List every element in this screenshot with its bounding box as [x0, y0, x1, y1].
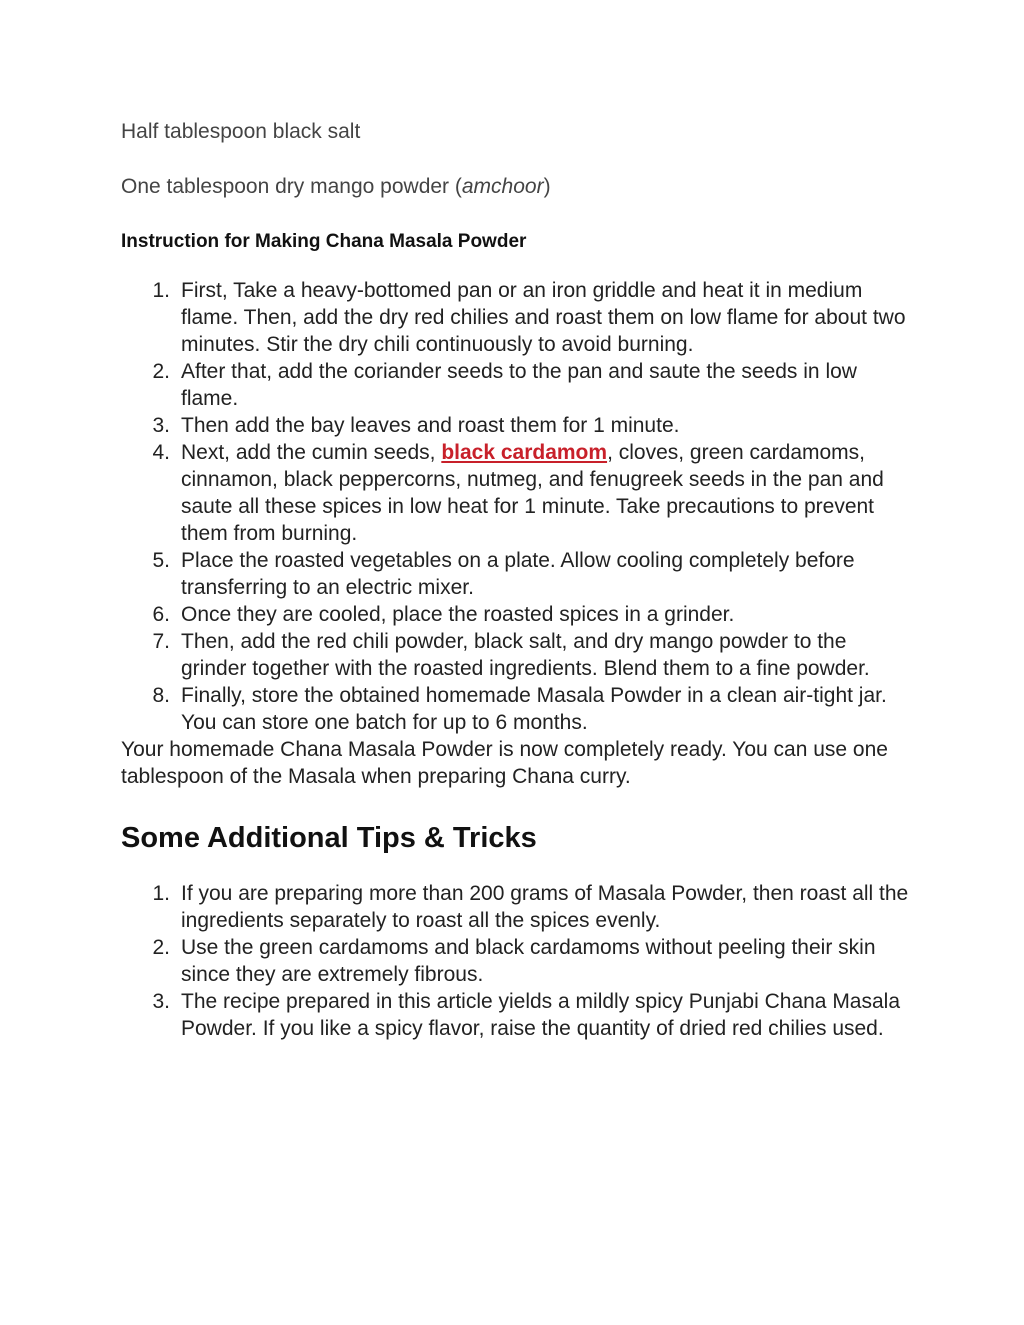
step-item	[121, 628, 911, 682]
step-number: 7.	[152, 630, 170, 653]
step-number: 2.	[152, 360, 170, 383]
step-number: 3.	[152, 414, 170, 437]
step-item	[121, 412, 911, 439]
step-item	[121, 682, 911, 736]
step-number: 8.	[152, 684, 170, 707]
ingredient-dry-mango-powder	[121, 173, 911, 200]
tip-text: The recipe prepared in this article yields a mildly spicy Punjabi Chana Masala Powder. If you like a spicy flavor, raise the quantity of dried red chilies used.	[181, 990, 901, 1040]
tip-item	[121, 934, 911, 988]
ingredient-mango-prefix: One tablespoon dry mango powder (	[121, 175, 462, 198]
step-number: 4.	[152, 441, 170, 464]
step-item	[121, 277, 911, 358]
step-text: First, Take a heavy-bottomed pan or an iron griddle and heat it in medium flame. Then, add the dry red chilies and roast them on low flame for about two minutes. Stir the dry chili continuously to avoid burning.	[181, 279, 906, 356]
tip-item	[121, 880, 911, 934]
step-text-after-link: , cloves, green cardamoms, cinnamon, black peppercorns, nutmeg, and fenugreek seeds in the pan and saute all these spices in low heat for 1 minute. Take precautions to prevent them from burning.	[181, 441, 884, 545]
tip-number: 1.	[152, 882, 170, 905]
step-number: 6.	[152, 603, 170, 626]
tips-heading: Some Additional Tips & Tricks	[121, 822, 537, 854]
step-item	[121, 358, 911, 412]
tip-item	[121, 988, 911, 1042]
tip-text: If you are preparing more than 200 grams of Masala Powder, then roast all the ingredients separately to roast all the spices evenly.	[181, 882, 909, 932]
tip-number: 3.	[152, 990, 170, 1013]
step-number: 5.	[152, 549, 170, 572]
black-cardamom-link[interactable]: black cardamom	[441, 441, 608, 464]
step-text: Place the roasted vegetables on a plate. Allow cooling completely before transferring to an electric mixer.	[181, 549, 855, 599]
ingredient-black-salt: Half tablespoon black salt	[121, 120, 361, 143]
ingredient-mango-suffix: )	[543, 175, 551, 198]
tip-number: 2.	[152, 936, 170, 959]
step-text: Once they are cooled, place the roasted spices in a grinder.	[181, 603, 735, 626]
step-item	[121, 547, 911, 601]
tips-list	[121, 880, 911, 1042]
document-body	[121, 118, 911, 1042]
step-text: Then, add the red chili powder, black salt, and dry mango powder to the grinder together with the roasted ingredients. Blend them to a fine powder.	[181, 630, 870, 680]
step-item	[121, 439, 911, 547]
instruction-heading: Instruction for Making Chana Masala Powder	[121, 231, 527, 252]
step-text-before-link: Next, add the cumin seeds,	[181, 441, 442, 464]
tip-text: Use the green cardamoms and black cardamoms without peeling their skin since they are extremely fibrous.	[181, 936, 876, 986]
step-number: 1.	[152, 279, 170, 302]
step-text: Then add the bay leaves and roast them for 1 minute.	[181, 414, 680, 437]
ingredient-mango-italic: amchoor	[461, 175, 544, 198]
step-item	[121, 601, 911, 628]
instruction-steps-list	[121, 277, 911, 736]
step-text: After that, add the coriander seeds to the pan and saute the seeds in low flame.	[181, 360, 857, 410]
step-text: Finally, store the obtained homemade Masala Powder in a clean air-tight jar. You can store one batch for up to 6 months.	[181, 684, 887, 734]
closing-paragraph: Your homemade Chana Masala Powder is now completely ready. You can use one tablespoon of the Masala when preparing Chana curry.	[121, 738, 888, 788]
